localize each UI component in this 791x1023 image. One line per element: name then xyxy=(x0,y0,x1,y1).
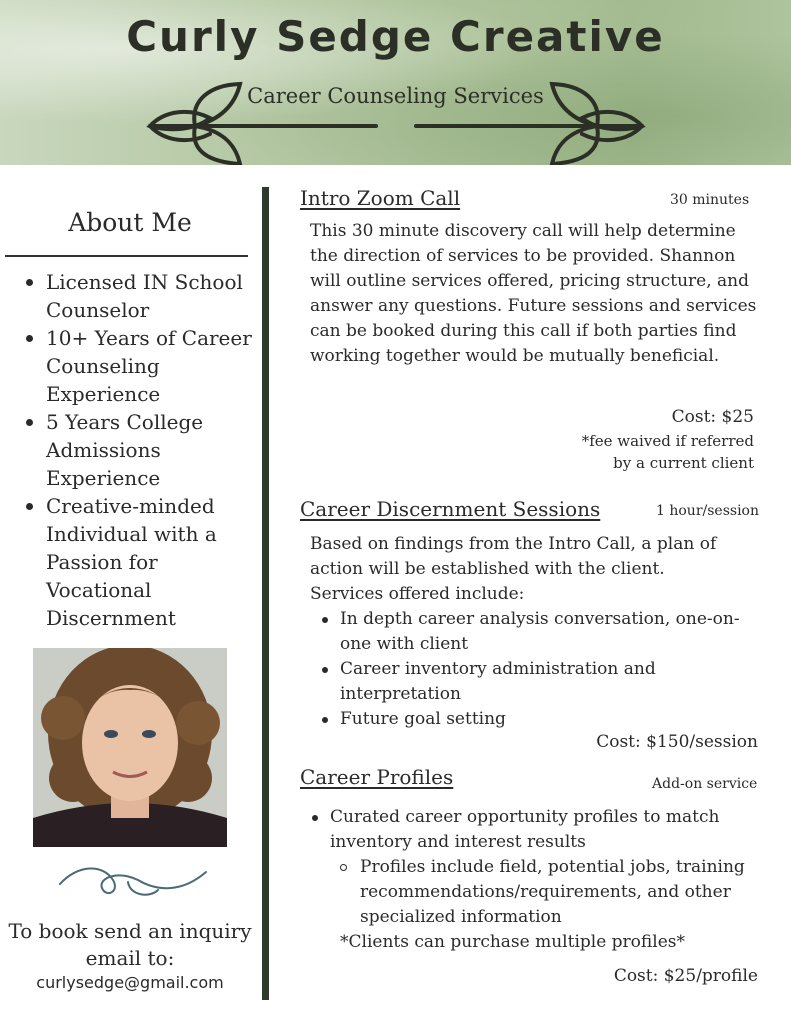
right-branch-icon xyxy=(412,80,652,165)
intro-call-cost: Cost: $25 xyxy=(671,407,754,427)
about-divider xyxy=(5,255,248,257)
intro-call-description: This 30 minute discovery call will help determine the direction of services to be provided. Shannon will outline services offered, pricing structure, and answer any questions. Future sessions and services can be booked during this call if both parties find working together would be mutually beneficial. xyxy=(310,221,757,366)
list-item: Career inventory administration and interpretation xyxy=(310,657,740,707)
bullet-icon xyxy=(312,815,318,821)
profiles-title: Career Profiles xyxy=(300,765,454,789)
list-item: Future goal setting xyxy=(310,707,740,732)
discernment-services-list xyxy=(310,607,740,732)
discernment-duration: 1 hour/session xyxy=(656,503,759,519)
list-item: Profiles include field, potential jobs, training recommendations/requirements, and other specialized information xyxy=(330,855,750,930)
list-item: Licensed IN School Counselor xyxy=(20,268,260,324)
list-item: 10+ Years of Career Counseling Experience xyxy=(20,324,260,408)
profiles-multiple-note: *Clients can purchase multiple profiles* xyxy=(340,932,685,952)
discernment-cost: Cost: $150/session xyxy=(596,732,758,752)
booking-instructions: To book send an inquiry email to: xyxy=(8,919,252,970)
profiles-tag: Add-on service xyxy=(652,776,758,792)
list-item: 5 Years College Admissions Experience xyxy=(20,408,260,492)
intro-call-title: Intro Zoom Call xyxy=(300,186,461,210)
contact-email[interactable]: curlysedge@gmail.com xyxy=(36,973,224,992)
intro-call-duration: 30 minutes xyxy=(670,192,750,208)
about-list xyxy=(20,268,260,632)
brand-subtitle: Career Counseling Services xyxy=(247,84,544,108)
bullet-icon xyxy=(322,667,328,673)
header-banner xyxy=(0,0,791,165)
about-title: About Me xyxy=(68,208,192,237)
bullet-icon xyxy=(26,335,33,342)
sub-bullet-icon xyxy=(340,864,347,871)
profiles-sublist xyxy=(330,855,750,930)
column-divider xyxy=(262,187,269,1000)
profiles-cost: Cost: $25/profile xyxy=(613,966,758,986)
bullet-icon xyxy=(26,419,33,426)
bullet-icon xyxy=(322,617,328,623)
list-item: Creative-minded Individual with a Passion for Vocational Discernment xyxy=(20,492,260,632)
list-item: In depth career analysis conversation, one-on-one with client xyxy=(310,607,740,657)
brand-title: Curly Sedge Creative xyxy=(126,12,665,61)
left-branch-icon xyxy=(140,80,380,165)
bullet-icon xyxy=(322,717,328,723)
discernment-description: Based on findings from the Intro Call, a plan of action will be established with the client. Services offered include: xyxy=(310,534,717,604)
list-item: Curated career opportunity profiles to match inventory and interest results xyxy=(300,805,745,855)
bullet-icon xyxy=(26,279,33,286)
bullet-icon xyxy=(26,503,33,510)
discernment-title: Career Discernment Sessions xyxy=(300,497,601,521)
profiles-list xyxy=(300,805,745,855)
intro-call-fee-note: *fee waived if referred by a current client xyxy=(581,432,754,472)
swirl-ornament-icon xyxy=(58,862,208,902)
profile-photo xyxy=(33,648,227,847)
